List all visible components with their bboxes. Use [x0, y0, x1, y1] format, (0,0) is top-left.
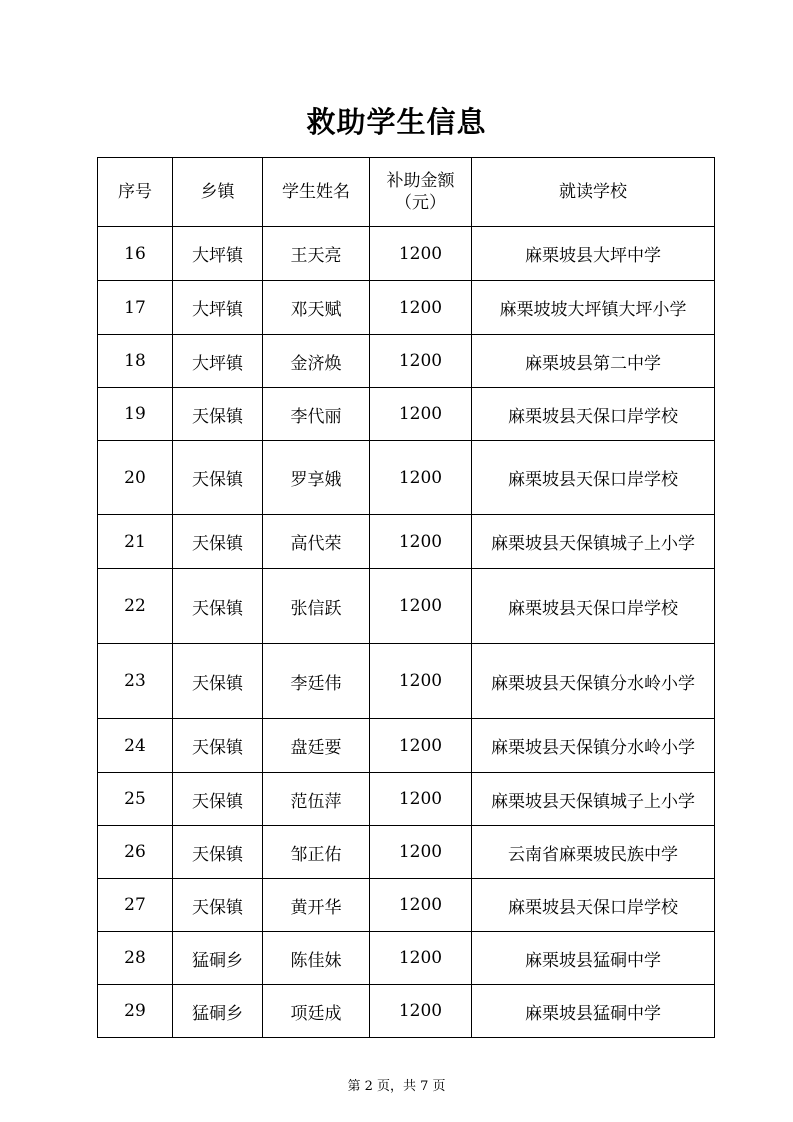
cell-school: 麻栗坡县大坪中学 [472, 227, 715, 281]
cell-name: 盘廷要 [263, 719, 370, 773]
cell-amount: 1200 [370, 441, 472, 515]
table-row [98, 826, 715, 879]
cell-town: 天保镇 [173, 879, 263, 932]
table-row [98, 515, 715, 569]
cell-name: 邹正佑 [263, 826, 370, 879]
cell-school: 云南省麻栗坡民族中学 [472, 826, 715, 879]
cell-name: 黄开华 [263, 879, 370, 932]
cell-amount: 1200 [370, 335, 472, 388]
cell-seq: 18 [98, 335, 173, 388]
cell-school: 麻栗坡县天保口岸学校 [472, 879, 715, 932]
cell-seq: 16 [98, 227, 173, 281]
cell-school: 麻栗坡县天保镇分水岭小学 [472, 644, 715, 719]
cell-town: 天保镇 [173, 388, 263, 441]
cell-amount: 1200 [370, 644, 472, 719]
student-aid-table [97, 157, 715, 1038]
cell-seq: 20 [98, 441, 173, 515]
header-amount-line1: 补助金额 [386, 171, 455, 191]
cell-school: 麻栗坡县猛硐中学 [472, 932, 715, 985]
table-row [98, 281, 715, 335]
cell-name: 范伍萍 [263, 773, 370, 826]
cell-amount: 1200 [370, 719, 472, 773]
cell-seq: 29 [98, 985, 173, 1038]
cell-town: 天保镇 [173, 773, 263, 826]
cell-town: 天保镇 [173, 515, 263, 569]
cell-amount: 1200 [370, 773, 472, 826]
cell-town: 天保镇 [173, 644, 263, 719]
cell-seq: 19 [98, 388, 173, 441]
cell-seq: 23 [98, 644, 173, 719]
header-school: 就读学校 [472, 158, 715, 227]
cell-town: 天保镇 [173, 569, 263, 644]
page-title: 救助学生信息 [306, 105, 487, 139]
table-row [98, 388, 715, 441]
table-row [98, 932, 715, 985]
table-row [98, 879, 715, 932]
cell-amount: 1200 [370, 985, 472, 1038]
cell-name: 项廷成 [263, 985, 370, 1038]
cell-name: 李代丽 [263, 388, 370, 441]
cell-name: 李廷伟 [263, 644, 370, 719]
cell-seq: 26 [98, 826, 173, 879]
cell-amount: 1200 [370, 388, 472, 441]
cell-school: 麻栗坡县天保口岸学校 [472, 441, 715, 515]
cell-school: 麻栗坡县天保镇城子上小学 [472, 773, 715, 826]
cell-name: 邓天赋 [263, 281, 370, 335]
cell-school: 麻栗坡县第二中学 [472, 335, 715, 388]
table-row [98, 441, 715, 515]
table-row [98, 227, 715, 281]
cell-name: 王天亮 [263, 227, 370, 281]
cell-town: 天保镇 [173, 719, 263, 773]
cell-amount: 1200 [370, 227, 472, 281]
table-row [98, 773, 715, 826]
cell-amount: 1200 [370, 569, 472, 644]
table-row [98, 985, 715, 1038]
table-row [98, 719, 715, 773]
cell-town: 大坪镇 [173, 335, 263, 388]
table-row [98, 644, 715, 719]
page-number-footer: 第 2 页，共 7 页 [347, 1079, 446, 1094]
cell-amount: 1200 [370, 879, 472, 932]
cell-town: 大坪镇 [173, 281, 263, 335]
cell-name: 高代荣 [263, 515, 370, 569]
cell-amount: 1200 [370, 281, 472, 335]
cell-town: 大坪镇 [173, 227, 263, 281]
cell-seq: 17 [98, 281, 173, 335]
cell-school: 麻栗坡县天保口岸学校 [472, 388, 715, 441]
header-amount-line2: （元） [395, 193, 446, 213]
cell-school: 麻栗坡坡大坪镇大坪小学 [472, 281, 715, 335]
cell-name: 金济焕 [263, 335, 370, 388]
header-amount [370, 158, 472, 227]
cell-town: 猛硐乡 [173, 985, 263, 1038]
table-row [98, 335, 715, 388]
cell-town: 天保镇 [173, 441, 263, 515]
table-row [98, 569, 715, 644]
cell-school: 麻栗坡县猛硐中学 [472, 985, 715, 1038]
cell-school: 麻栗坡县天保镇分水岭小学 [472, 719, 715, 773]
header-town: 乡镇 [173, 158, 263, 227]
cell-amount: 1200 [370, 515, 472, 569]
cell-town: 天保镇 [173, 826, 263, 879]
cell-seq: 28 [98, 932, 173, 985]
header-seq: 序号 [98, 158, 173, 227]
cell-seq: 22 [98, 569, 173, 644]
cell-school: 麻栗坡县天保镇城子上小学 [472, 515, 715, 569]
cell-name: 罗享娥 [263, 441, 370, 515]
cell-seq: 27 [98, 879, 173, 932]
cell-school: 麻栗坡县天保口岸学校 [472, 569, 715, 644]
cell-town: 猛硐乡 [173, 932, 263, 985]
table-header-row [98, 158, 715, 227]
cell-name: 陈佳妹 [263, 932, 370, 985]
cell-seq: 24 [98, 719, 173, 773]
cell-seq: 21 [98, 515, 173, 569]
cell-amount: 1200 [370, 932, 472, 985]
cell-seq: 25 [98, 773, 173, 826]
cell-amount: 1200 [370, 826, 472, 879]
cell-name: 张信跃 [263, 569, 370, 644]
header-name: 学生姓名 [263, 158, 370, 227]
